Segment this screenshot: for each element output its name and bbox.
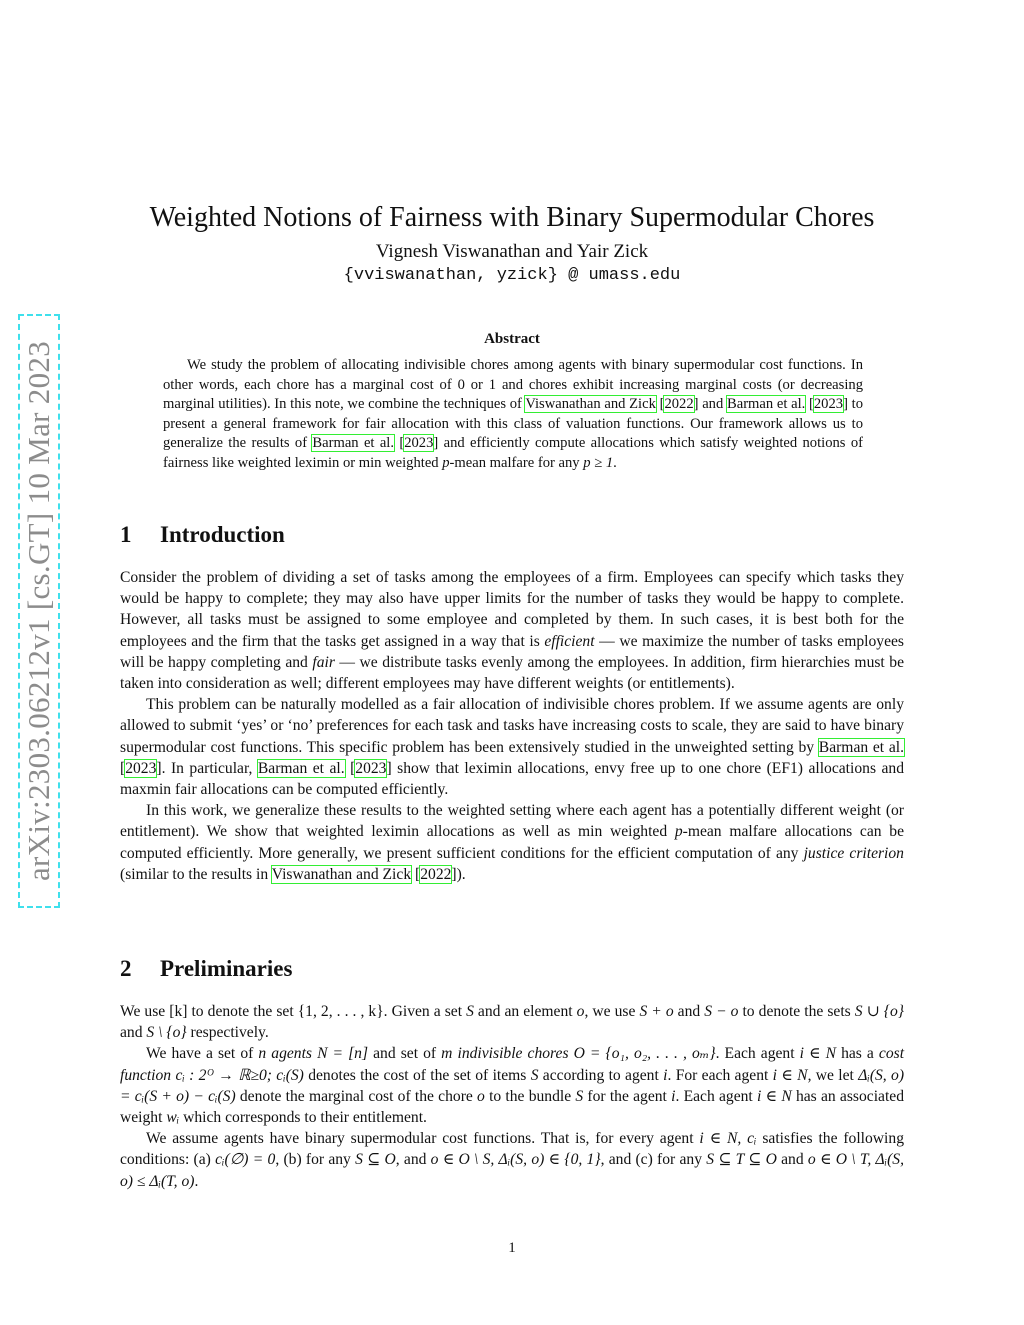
introduction-body <box>120 567 904 885</box>
paragraph: Consider the problem of dividing a set of tasks among the employees of a firm. Employees can specify which tasks they would be happy to complete; they may also have upper limits for the number of tasks they would be happy to complete. However, all tasks must be assigned to some employee and completed by them. In such cases, it is best both for the employees and the firm that the tasks get assigned in a way that is efficient — we maximize the number of tasks employees will be happy completing and fair — we distribute tasks evenly among the employees. In addition, firm hierarchies must be taken into consideration as well; different employees may have different weights (or entitlements). <box>120 569 905 693</box>
abstract-heading: Abstract <box>484 331 540 347</box>
arxiv-sidebar-stamp[interactable] <box>18 314 60 908</box>
paragraph: We have a set of n agents N = [n] and set of m indivisible chores O = {o₁, o₂, . . . , oₘ}. Each agent i ∈ N has a cost function cᵢ : 2ᴼ → ℝ≥0; cᵢ(S) denotes the cost of the set of items S according to agent i. For each agent i ∈ N, we let Δᵢ(S, o) = cᵢ(S + o) − cᵢ(S) denote the marginal cost of the chore o to the bundle S for the agent i. Each agent i ∈ N has an associated weight wᵢ which corresponds to their entitlement. <box>120 1045 905 1127</box>
citation-link[interactable]: Viswanathan and Zick <box>525 396 656 412</box>
section-heading-introduction: 1 Introduction <box>120 522 285 547</box>
paragraph: We use [k] to denote the set {1, 2, . . . , k}. Given a set S and an element o, we use S + o and S − o to denote the sets S ∪ {o} and S \ {o} respectively. <box>120 1003 904 1042</box>
paper-authors: Vignesh Viswanathan and Yair Zick <box>375 241 649 262</box>
paragraph: We assume agents have binary supermodular cost functions. That is, for every agent i ∈ N, cᵢ satisfies the following conditions: (a) cᵢ(∅) = 0, (b) for any S ⊆ O, and o ∈ O \ S, Δᵢ(S, o) ∈ {0, 1}, and (c) for any S ⊆ T ⊆ O and o ∈ O \ T, Δᵢ(S, o) ≤ Δᵢ(T, o). <box>120 1130 905 1190</box>
paragraph: In this work, we generalize these results to the weighted setting where each agent has a potentially different weight (or entitlement). We show that weighted leximin allocations as well as min weighted p-mean malfare allocations can be computed efficiently. More generally, we present sufficient conditions for the efficient computation of any justice criterion (similar to the results in Viswanathan and Zick [2022]). <box>120 802 904 883</box>
citation-year-link[interactable]: 2022 <box>664 396 694 412</box>
citation-link[interactable]: Barman et al. <box>726 396 806 412</box>
section-heading-preliminaries: 2 Preliminaries <box>120 956 293 981</box>
paper-title: Weighted Notions of Fairness with Binary Supermodular Chores <box>149 201 875 233</box>
citation-link[interactable]: Barman et al. <box>257 759 345 777</box>
author-emails: {vviswanathan, yzick} @ umass.edu <box>343 266 681 285</box>
citation-link[interactable]: Barman et al. <box>312 435 394 451</box>
paragraph: This problem can be naturally modelled as a fair allocation of indivisible chores problem. If we assume agents are only allowed to submit ‘yes’ or ‘no’ preferences for each task and tasks have increasing costs to scale, they are said to have binary supermodular cost functions. This specific problem has been extensively studied in the unweighted setting by Barman et al. [2023]. In particular, Barman et al. [2023] show that leximin allocations, envy free up to one chore (EF1) allocations and maxmin fair allocations can be computed efficiently. <box>120 696 904 799</box>
citation-year-link[interactable]: 2023 <box>404 435 434 451</box>
citation-year-link[interactable]: 2023 <box>125 759 157 777</box>
citation-link[interactable]: Viswanathan and Zick <box>271 865 412 883</box>
arxiv-identifier: arXiv:2303.06212v1 [cs.GT] 10 Mar 2023 <box>21 340 56 882</box>
citation-year-link[interactable]: 2023 <box>355 759 387 777</box>
citation-year-link[interactable]: 2023 <box>813 396 844 412</box>
abstract-body: We study the problem of allocating indivisible chores among agents with binary supermodular cost functions. In other words, each chore has a marginal cost of 0 or 1 and chores exhibit increasing marginal costs (or decreasing marginal utilities). In this note, we combine the techniques of Viswanathan and Zick [2022] and Barman et al. [2023] to present a general framework for fair allocation with this class of valuation functions. Our framework allows us to generalize the results of Barman et al. [2023] and efficiently compute allocations which satisfy weighted notions of fairness like weighted leximin or min weighted p-mean malfare for any p ≥ 1. <box>163 357 863 471</box>
citation-link[interactable]: Barman et al. <box>818 738 904 756</box>
preliminaries-body <box>120 1001 904 1192</box>
page-number: 1 <box>508 1240 516 1256</box>
citation-year-link[interactable]: 2022 <box>420 865 452 883</box>
